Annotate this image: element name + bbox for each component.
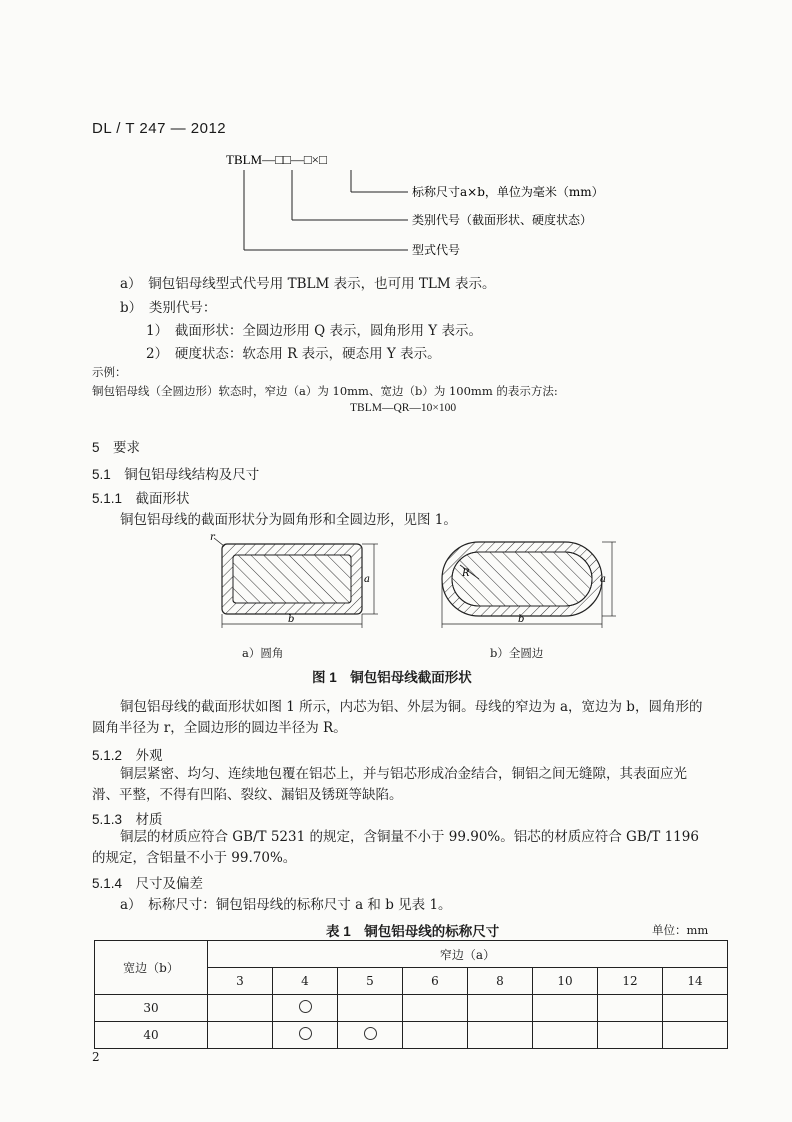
- section-5-1-2: 5.1.2 外观: [92, 748, 163, 763]
- caption-b: b）全圆边: [490, 646, 544, 660]
- list-item-a: a） 铜包铝母线型式代号用 TBLM 表示，也可用 TLM 表示。: [120, 276, 496, 292]
- available-mark-icon: [299, 1027, 312, 1040]
- rounded-corner-section: [210, 532, 378, 628]
- table-cell: [663, 995, 728, 1022]
- figure-title: 图 1 铜包铝母线截面形状: [312, 670, 472, 685]
- table-cell: [598, 1022, 663, 1049]
- list-item-b: b） 类别代号：: [120, 300, 217, 316]
- model-code-diagram: [220, 148, 640, 263]
- table-cell: [533, 1022, 598, 1049]
- row-header: 宽边（b）: [95, 941, 208, 995]
- label-type: 型式代号: [412, 243, 461, 257]
- table-row: [95, 995, 728, 1022]
- column-header: 4: [273, 968, 338, 995]
- paragraph-figure-desc: 铜包铝母线的截面形状如图 1 所示，内芯为铝、外层为铜。母线的窄边为 a，宽边为 b，圆角形的圆角半径为 r，全圆边形的圆边半径为 R。: [92, 699, 703, 736]
- section-5-1: 5.1 铜包铝母线结构及尺寸: [92, 467, 260, 482]
- example-label: 示例：: [92, 365, 127, 379]
- section-5-1-1-text: 铜包铝母线的截面形状分为圆角形和全圆边形，见图 1。: [120, 512, 457, 528]
- section-5-1-3: 5.1.3 材质: [92, 812, 163, 827]
- dim-b-left: b: [288, 614, 295, 625]
- radius-R-label: R: [462, 568, 470, 579]
- table-cell: [468, 1022, 533, 1049]
- table-unit: 单位：mm: [652, 923, 709, 937]
- label-size: 标称尺寸a×b，单位为毫米（mm）: [412, 185, 604, 199]
- nominal-size-table: [94, 940, 728, 1049]
- paragraph-appearance: 铜层紧密、均匀、连续地包覆在铝芯上，并与铝芯形成冶金结合，铜铝之间无缝隙，其表面应光滑、平整，不得有凹陷、裂纹、漏铝及锈斑等缺陷。: [92, 766, 687, 803]
- column-header: 3: [208, 968, 273, 995]
- standard-header: DL / T 247 — 2012: [92, 120, 227, 137]
- full-round-section: [442, 542, 616, 628]
- available-mark-icon: [364, 1027, 377, 1040]
- column-header: 12: [598, 968, 663, 995]
- table-cell: [338, 1022, 403, 1049]
- table-cell: [468, 995, 533, 1022]
- page-number: 2: [92, 1050, 100, 1064]
- column-group-header: 窄边（a）: [208, 941, 728, 968]
- table-cell: [338, 995, 403, 1022]
- paragraph-nominal-size: a） 标称尺寸：铜包铝母线的标称尺寸 a 和 b 见表 1。: [120, 897, 452, 913]
- table-cell: [533, 995, 598, 1022]
- dim-a-right: a: [600, 574, 606, 585]
- table-cell: [403, 1022, 468, 1049]
- example-formula: TBLM—QR—10×100: [350, 402, 457, 414]
- list-item-b2: 2） 硬度状态：软态用 R 表示，硬态用 Y 表示。: [146, 346, 441, 362]
- table-cell: [273, 1022, 338, 1049]
- column-header: 8: [468, 968, 533, 995]
- section-5-1-4: 5.1.4 尺寸及偏差: [92, 876, 204, 891]
- example-text: 铜包铝母线（全圆边形）软态时，窄边（a）为 10mm、宽边（b）为 100mm 的表示方法:: [92, 384, 558, 398]
- available-mark-icon: [299, 1000, 312, 1013]
- column-header: 6: [403, 968, 468, 995]
- row-label: 30: [95, 995, 208, 1022]
- column-header: 5: [338, 968, 403, 995]
- row-label: 40: [95, 1022, 208, 1049]
- list-item-b1: 1） 截面形状：全圆边形用 Q 表示，圆角形用 Y 表示。: [146, 323, 482, 339]
- radius-r-label: r: [210, 532, 215, 543]
- table-cell: [273, 995, 338, 1022]
- dim-a-left: a: [364, 574, 370, 585]
- table-cell: [598, 995, 663, 1022]
- table-row: [95, 1022, 728, 1049]
- column-header: 14: [663, 968, 728, 995]
- table-cell: [403, 995, 468, 1022]
- caption-a: a）圆角: [242, 646, 284, 660]
- label-category: 类别代号（截面形状、硬度状态）: [412, 213, 593, 227]
- table-cell: [208, 995, 273, 1022]
- paragraph-material: 铜层的材质应符合 GB/T 5231 的规定，含铜量不小于 99.90%。铝芯的材质应符合 GB/T 1196 的规定，含铝量不小于 99.70%。: [92, 829, 699, 866]
- section-5: 5 要求: [92, 440, 141, 455]
- section-5-1-1: 5.1.1 截面形状: [92, 491, 190, 506]
- table-cell: [208, 1022, 273, 1049]
- table-cell: [663, 1022, 728, 1049]
- figure-1: [200, 530, 620, 660]
- column-header: 10: [533, 968, 598, 995]
- dim-b-right: b: [518, 614, 525, 625]
- model-code-prefix: TBLM—□□—□×□: [226, 152, 327, 167]
- table-title: 表 1 铜包铝母线的标称尺寸: [326, 924, 500, 939]
